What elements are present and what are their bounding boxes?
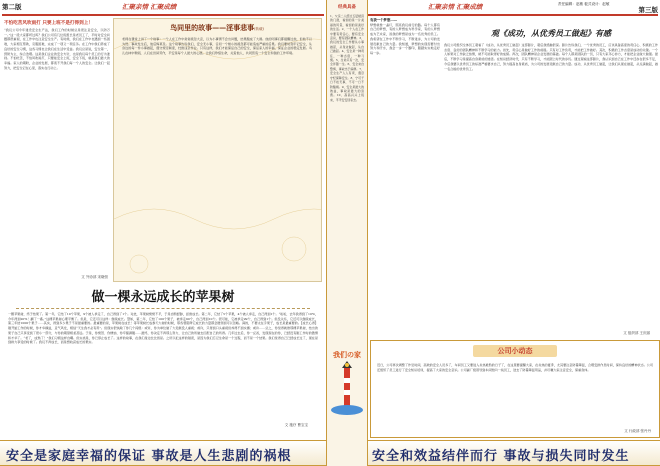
title-divider: [16, 308, 310, 309]
left-bottom-byline: 文 施疗 曹宝宝: [284, 423, 308, 427]
news-body: 近日，公司再次调整了作息时间，高效的安全人员多了，车间员工又要进入炎热难熬的日子了，在这里要提醒大家，在炎热的夏季，尤其要注意防暑降温，合理安排作息时间，保持良好的精神状态。公司还组织了员工进行了安全知识培训，提高了大家的安全意识。公司副厂级领导到车间慰问一线员工，送去了防暑降温用品，并叮嘱大家注意安全，保重身体。: [377, 363, 653, 372]
left-col2-title: 鸟同里的故事——淫事悲事(转载): [170, 23, 264, 32]
right-main-article: [444, 18, 658, 336]
right-slogan: 安全和效益结伴而行 事故与损失同时发生: [372, 449, 630, 464]
right-header-editors: 责任编辑：赵敏 板式设计：赵敏: [558, 2, 610, 6]
left-col1-article: [4, 20, 110, 280]
left-header-rule: [2, 14, 324, 16]
left-col1-body: “我们公司今年建设安全生产法，我们工作的时候总是很注意安全，以防万一。”这一段大家都听过吗？我们公司有几位班组长是老员工了，平时对安全问题都很重视，在工作中也注意安全生产。有时候，我们在工作中也遇到一些困难，大家相互帮助，克服困难，完成了一项又一项任务。在工作中我们养成了良好的安全习惯，这些习惯也让我们在生活中受益。我们总是说，安全第一，预防为主，综合治理。这是我们企业的安全方针，也是我们每个员工的行为准则。不怕吃苦，不怕风吹雨打，只要能安全上班，安全下班，就是我们最大的幸福。家人的期盼，企业的发展，都离不开我们每一个人的安全。让我们一起努力，把安全记在心里，落实在行动上。: [4, 28, 110, 70]
right-header-slogan: 汇聚亲情 汇聚成绩: [428, 3, 483, 11]
left-page-header: [2, 0, 324, 14]
right-main-body: 我们公司组织全体员工观看了《成功，从优秀员工做起》这部影片，观后我感触很深。影片告诉我们，一个优秀的员工，应该具备高度的责任心、积极的工作态度、良好的团队精神和不断学习的能力。首先，责任心是做好工作的前提。只有对工作负责，才能把工作做好。其次，积极的工作态度是成功的关键。一个人如果对工作缺乏热情，就不可能取得好的成绩。再次，团队精神是企业发展的基础。每个人都是团队的一员，只有大家齐心协力，才能把企业做大做强。最后，不断学习是提高自身素质的途径。在知识经济时代，只有不断学习，才能跟上时代的步伐。通过观看这部影片，我认识到自己在工作中还存在很多不足，今后我要以优秀员工的标准严格要求自己，努力提高自身素质，为公司的发展贡献自己的力量。成功，从优秀员工做起，让我们从现在做起，从点滴做起，做一名合格的优秀员工。: [444, 43, 658, 71]
right-page-header: [368, 0, 658, 14]
left-col1-byline: 文 外协部 宋晓恒: [81, 275, 108, 279]
right-intro-body: 梦想就像一盏灯，照亮我们前行的路。每个人都有自己的梦想，有的人梦想成为科学家，有的人梦想成为艺术家，而我的梦想是成为一名优秀的员工。我希望在工作中不断学习，不断进步，为公司的发展贡献自己的力量。我知道，梦想的实现需要付出努力和汗水，我会一步一个脚印，踏踏实实地走好每一步。: [370, 22, 440, 55]
right-intro-article: [370, 18, 440, 278]
logo-text: 我们の家: [333, 350, 361, 359]
middle-header: 经典具备: [338, 5, 356, 10]
left-bottom-title: 做一棵永远成长的苹果树: [91, 290, 235, 305]
right-page-number: 第三版: [638, 6, 658, 14]
left-bottom-article: [2, 282, 324, 432]
news-title: 公司小动态: [497, 346, 533, 355]
left-col2-panel: [113, 18, 322, 282]
left-slogan-banner: [0, 440, 328, 466]
logo-block: [328, 350, 366, 420]
middle-body: 1、父亲二人经过五层楼顶的门窗，看到的是一片美丽的风景，看到的是美好的生活。2、一个人在工作中要有责任心，要有安全意识，要有团队精神。3、我们的安全工作要从小事做起，从身边做起，从自己做起。4、安全是一种责任，一种态度，一种习惯。5、生命只有一次，安全伴随一生。6、安全来自警惕，事故出于麻痹。7、安全生产人人有责，遵章守纪保障安全。8、宁可千日不松无事，不可一日不防酿祸。9、安全是最大的效益，事故是最大的浪费。10、高高兴兴上班来，平平安安回家去。: [330, 14, 364, 102]
left-slogan: 安全是家庭幸福的保证 事故是人生悲剧的祸根: [6, 449, 292, 464]
right-slogan-banner: [368, 440, 660, 466]
left-col1-title: 不怕吃苦风吹雨打 只要上班不是打得到上！: [4, 21, 93, 26]
middle-strip: [326, 0, 368, 466]
left-bottom-body: 一颗苹果树，终于结果了。第一年，它结了10个苹果，9个被人拿走了，自己得到了1个。对此，苹果树愤愤不平，于是自断经脉，拒绝成长。第二年，它结了5个苹果，4个被人拿走，自己得到1个。“哈哈，去年我得到了10%，今年得到20%！翻了一番。”这棵苹果树心理平衡了。但是，它还可以这样：继续成长。譬如，第二年，它结了100个果子，被拿走90个，自己得到10个。很可能，它被拿走99个，自己得到1个。但没关系，它还可以继续成长，第三年结1000个果子……其实，得到多少果子不是最重要的。最重要的是，苹果树在成长！等苹果树长成参天大树的时候，那些曾阻碍它成长的力量都会微弱到可以忽略。真的，不要太在乎果子，成长是最重要的。【成长心得】刚开始工作的时候，你才华横溢，意气风发，相信“天生我才必有用”。但现实很快敲了你几个闷棍：或许，你为单位做了大贡献没人重视；或许，只得到口头重视但却得不到实惠；或许……总之，你觉得就像那棵苹果树，结出的果子自己只享受到了很小一部分，与你的期望相差甚远。于是，你愤怒、你懊恼、你牢骚满腹……最终，你决定不再那么努力，让自己的所做去匹配自己的所得。几年过去后，你一反省，发现现在的你，已经没有刚工作时的激情和才华了。“老了，成熟了！”我们习惯这样自嘲。但实质是，你已停止成长了。这样的故事，在我们身边比比皆是。之所以犯这样的错误，是因为我们忘记生命是一个过程，而不是一个结果。我们觉得自己已经成长过了，现在是到拼力享受的时候了。我们不再成长，而是想收获成长的果实。: [8, 312, 318, 345]
left-page-number: 第二版: [2, 3, 22, 11]
lighthouse-icon: [328, 360, 366, 420]
left-col2-body: 老师在课堂上讲了一个故事：一个人在工作中常常疏忽大意，以为小事情不会出问题，结果酿成了大祸。他的同事们都提醒过他，但他不以为然。事故发生后，他后悔莫及。这个故事告诉我们，安全无小事，任何一个细小的疏忽都可能造成严重的后果。我们要时刻牢记安全，从身边的每一件小事做起，遵守规章制度，杜绝违章作业。只有这样，我们才能保证自己的安全，保证家人的幸福，保证企业的稳定发展。鸟儿在林中歌唱，人们在田间劳作，平安是每个人最大的心愿。让我们珍惜生命，关爱他人，共同营造一个安全和谐的工作环境。: [122, 37, 312, 56]
right-header-rule: [368, 14, 658, 16]
left-header-slogan: 汇聚亲情 汇聚成绩: [122, 3, 177, 11]
right-main-title: 观《成功，从优秀员工做起》有感: [491, 28, 611, 38]
news-title-badge: [473, 345, 557, 357]
right-main-byline: 文 组织部 王庆丽: [623, 331, 650, 335]
right-intro-lead: 有我一个梦想……: [370, 18, 398, 22]
right-news-box: [370, 340, 660, 438]
news-byline: 文 行政部 张丹丹: [624, 429, 651, 433]
